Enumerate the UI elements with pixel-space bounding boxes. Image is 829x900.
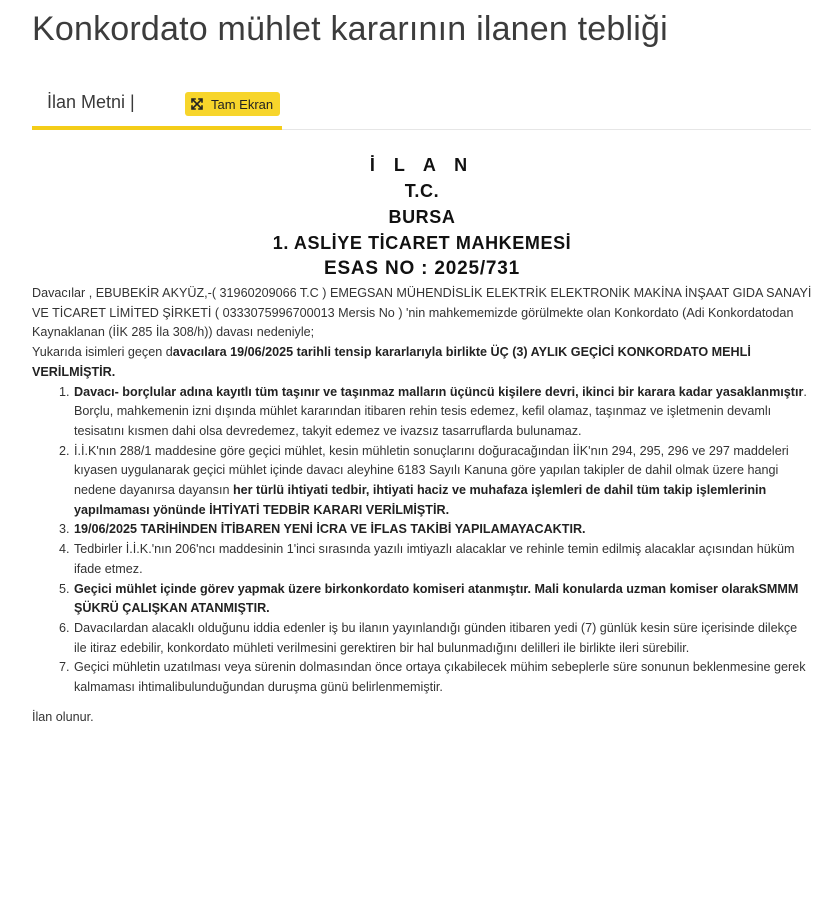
- notice-case-number: ESAS NO : 2025/731: [323, 258, 521, 279]
- notice-tc: T.C.: [404, 181, 440, 201]
- list-item: 2. İ.İ.K'nın 288/1 maddesine göre geçici mühlet, kesin mühletin sonuçlarını doğuracağından İİK'nın 294, 295, 296 ve 297 maddeleri kıyasen uygulanarak geçici mühlet içinde davacı aleyhine 6183 Sayılı Kanuna göre yapılan takipler de dahil olmak üzere hangi nedene dayanırsa dayansın her türlü ihtiyati tedbir, ihtiyati haciz ve muhafaza işlemleri de dahil tüm takip işlemlerinin yapılmaması yönünde İHTİYATİ TEDBİR KARARI VERİLMİŞTİR.: [73, 442, 812, 521]
- page-title: Konkordato mühlet kararının ilanen tebliği: [32, 10, 668, 48]
- list-item: 6. Davacılardan alacaklı olduğunu iddia edenler iş bu ilanın yayınlandığı günden itibaren yedi (7) günlük kesin süre içerisinde dilekçe ile itiraz edebilir, konkordato mühleti verilmesini gerektiren bir hal bulunmadığını delilleri ile birlikte ileri sürebilir.: [73, 619, 812, 658]
- list-item: 3. 19/06/2025 TARİHİNDEN İTİBAREN YENİ İCRA VE İFLAS TAKİBİ YAPILAMAYACAKTIR.: [73, 520, 812, 540]
- notice-intro: Davacılar , EBUBEKİR AKYÜZ,-( 31960209066 T.C ) EMEGSAN MÜHENDİSLİK ELEKTRİK ELEKTRONİK MAKİNA İNŞAAT GIDA SANAYİ VE TİCARET LİMİTED ŞİRKETİ ( 0333075996700013 Mersis No ) 'nin mahkememizde görülmekte olan Konkordato (Adi Konkordatodan Kaynaklanan (İİK 285 İla 308/h)) davası nedeniyle;: [32, 286, 812, 340]
- notice-body: [32, 152, 812, 727]
- notice-court: 1. ASLİYE TİCARET MAHKEMESİ: [272, 233, 572, 253]
- fullscreen-label: Tam Ekran: [211, 96, 274, 112]
- notice-city: BURSA: [388, 207, 456, 227]
- tab-bar: [32, 88, 811, 130]
- notice-intro-decision: Yukarıda isimleri geçen davacılara 19/06/2025 tarihli tensip kararlarıyla birlikte ÜÇ (3) AYLIK GEÇİCİ KONKORDATO MEHLİ VERİLMİŞTİR.: [32, 345, 751, 379]
- fullscreen-button[interactable]: [185, 92, 280, 116]
- notice-closing: İlan olunur.: [32, 709, 94, 724]
- list-item: 1. Davacı- borçlular adına kayıtlı tüm taşınır ve taşınmaz malların üçüncü kişilere devri, ikinci bir karara kadar yasaklanmıştır. Borçlu, mahkemenin izni dışında mühlet kararından itibaren rehin tesis edemez, kefil olamaz, taşınmaz ve işletmenin devamlı tesisatını kısmen dahi olsa devredemez, takyit edemez ve ivazsız tasarruflarda bulunamaz.: [73, 383, 812, 442]
- notice-heading: İ L A N: [369, 155, 475, 175]
- tab-ilan-metni[interactable]: İlan Metni |: [47, 92, 135, 112]
- list-item: 7. Geçici mühletin uzatılması veya sürenin dolmasından önce ortaya çıkabilecek mühim sebeplerle süre sonunun beklenmesine gerek kalmaması ihtimalibulunduğundan duruşma günü belirlenmemiştir.: [73, 658, 812, 697]
- decision-list: [32, 383, 812, 698]
- active-tab-indicator: [32, 126, 282, 130]
- list-item: 4. Tedbirler İ.İ.K.'nın 206'ncı maddesinin 1'inci sırasında yazılı imtiyazlı alacaklar ve rehinle temin edilmiş alacaklar açısından hüküm ifade etmez.: [73, 540, 812, 579]
- expand-icon: [191, 98, 203, 110]
- list-item: 5. Geçici mühlet içinde görev yapmak üzere birkonkordato komiseri atanmıştır. Mali konularda uzman komiser olarakSMMM ŞÜKRÜ ÇALIŞKAN ATANMIŞTIR.: [73, 580, 812, 619]
